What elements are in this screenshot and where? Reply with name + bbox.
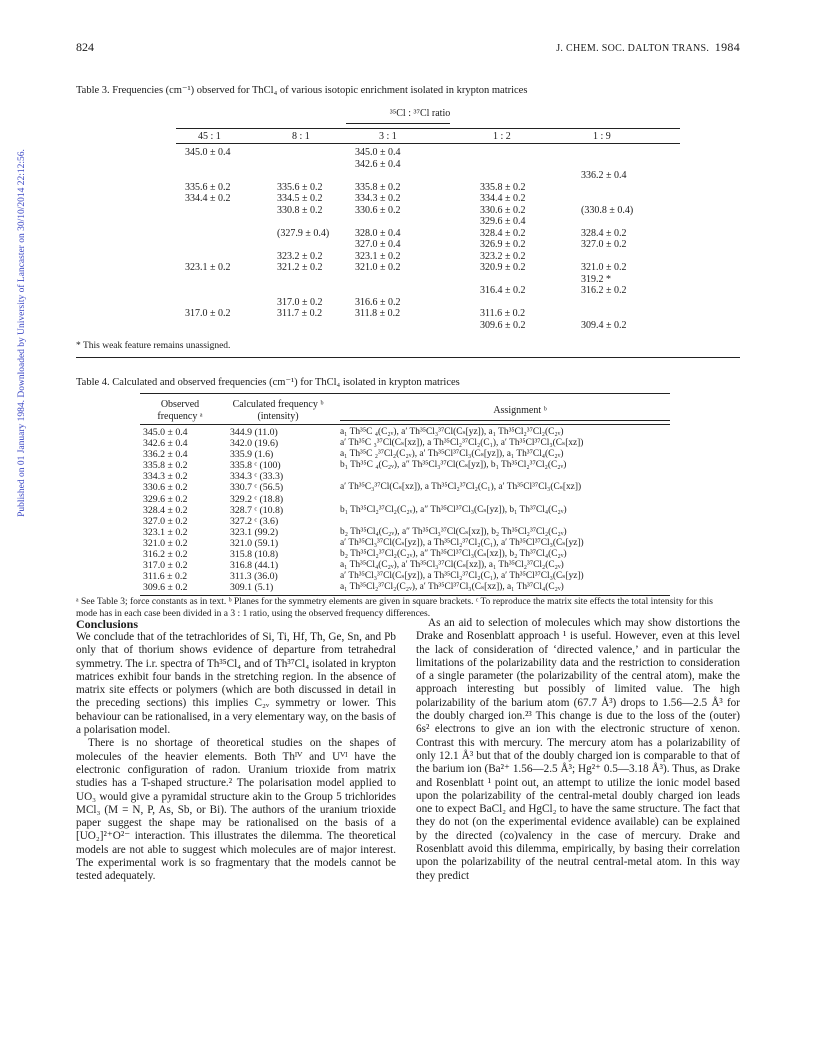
t3-col-header-1: 45 : 1	[198, 131, 221, 142]
conclusions-heading: Conclusions	[76, 617, 139, 631]
table3-top-rule	[176, 128, 680, 129]
t3-col-header-4: 1 : 2	[493, 131, 511, 142]
t3-col-header-2: 8 : 1	[292, 131, 310, 142]
paragraph: As an aid to selection of molecules which may show distortions the Drake and Rosenblatt approach ¹ is useful. However, even at this level the lack of consideration of ‘directed valence,’ and in particular the limitations of the polarizability data and the restriction to consideration of a single parameter (the polarizability of the central atom), make the approach interesting but possibly of limited value. The high polarizability of the barium atom (67.7 Å³) drops to 1.56—2.5 Å³ for the doubly charged ion.²³ This change is due to the loss of the (outer) 6s² electrons to give an ion with the electronic structure of xenon. Contrast this with mercury. The mercury atom has a polarizability of only 12.1 Å³ but that of the doubly charged ion is comparable to that of the barium ion (Ba²⁺ 1.56—2.5 Å³; Hg²⁺ 0.5—3.18 Å³). Thus, as Drake and Rosenblatt ¹ point out, an attempt to utilize the ionic model based upon the polarizability of the central-metal doubly charged ion leads one to expect BaCl₂ and HgCl₂ to have the same structure. The fact that they do not (on the experimental evidence available) can be explained by the directed (co)valency in the case of mercury. Drake and Rosenblatt avoid this dilemma, empirically, by basing their correlation upon the polarizability of the neutral central-metal atom. In this way they predict	[416, 617, 740, 882]
assignment-rule	[340, 420, 670, 421]
t4-header-assignment: Assignment ᵇ	[493, 405, 547, 416]
table3-bottom-rule	[76, 357, 740, 358]
page-number: 824	[76, 40, 94, 54]
left-column	[76, 631, 396, 884]
t4-header-calculated: Calculated frequency ᵇ (intensity)	[232, 399, 324, 422]
t3-column-1-9: 336.2 ± 0.4 (330.8 ± 0.4) 328.4 ± 0.2 327.0 ± 0.2 321.0 ± 0.2 319.2 * 316.2 ± 0.2 309.4 ± 0.2	[581, 170, 634, 331]
table3-footnote: * This weak feature remains unassigned.	[76, 341, 231, 351]
table4-caption: Table 4. Calculated and observed frequencies (cm⁻¹) for ThCl₄ isolated in krypton matrices	[76, 377, 460, 388]
t3-column-3-1: 345.0 ± 0.4 342.6 ± 0.4 335.8 ± 0.2 334.3 ± 0.2 330.6 ± 0.2 328.0 ± 0.4 327.0 ± 0.4 323.1 ± 0.2 321.0 ± 0.2 316.6 ± 0.2 311.8 ± 0.2	[355, 147, 401, 319]
t4-observed-column: 345.0 ± 0.4 342.6 ± 0.4 336.2 ± 0.4 335.8 ± 0.2 334.3 ± 0.2 330.6 ± 0.2 329.6 ± 0.2 328.4 ± 0.2 327.0 ± 0.2 323.1 ± 0.2 321.0 ± 0.2 316.2 ± 0.2 317.0 ± 0.2 311.6 ± 0.2 309.6 ± 0.2	[143, 427, 188, 594]
journal-name: J. CHEM. SOC. DALTON TRANS.	[556, 43, 710, 54]
t3-col-header-3: 3 : 1	[379, 131, 397, 142]
t3-col-header-5: 1 : 9	[593, 131, 611, 142]
table3-caption: Table 3. Frequencies (cm⁻¹) observed for ThCl₄ of various isotopic enrichment isolated in krypton matrices	[76, 85, 528, 96]
t4-header-observed: Observed frequency ᵃ	[157, 399, 203, 422]
paragraph: We conclude that of the tetrachlorides of Si, Ti, Hf, Th, Ge, Sn, and Pb only that of thorium shows evidence of departure from tetrahedral symmetry. The i.r. spectra of Th³⁵Cl₄ and of Th³⁷Cl₄ isolated in krypton matrices exhibit four bands in the stretching region. In the absence of matrix site effects or polymers (which are both discussed in detail in the preceding sections) this implies C₂ᵥ symmetry or lower. This behaviour can be rationalised, in a very elementary way, on the basis of a polarisation model.	[76, 631, 396, 737]
download-watermark: Published on 01 January 1984. Downloaded by University of Lancaster on 30/10/2014 22:12:56.	[17, 149, 27, 517]
right-column	[416, 617, 740, 883]
t3-column-1-2: 335.8 ± 0.2 334.4 ± 0.2 330.6 ± 0.2 329.6 ± 0.4 328.4 ± 0.2 326.9 ± 0.2 323.2 ± 0.2 320.9 ± 0.2 316.4 ± 0.2 311.6 ± 0.2 309.6 ± 0.2	[480, 181, 526, 331]
journal-header	[556, 40, 740, 55]
ratio-rule	[346, 123, 450, 124]
table4-top-rule	[140, 393, 670, 394]
t4-assignment-column: a₁ Th³⁵C ₄(C₂ᵥ), a′ Th³⁵Cl₃³⁷Cl(Cₛ[yz]), a₁ Th³⁵Cl₂³⁷Cl₂(C₂ᵥ) a′ Th³⁵C ₃³⁷Cl(Cₛ[xz]), a Th³⁵Cl₂³⁷Cl₂(C₁), a′ Th³⁵Cl³⁷Cl₃(Cₛ[xz]) a₁ Th³⁵C ₂³⁷Cl₂(C₂ᵥ), a′ Th³⁵Cl³⁷Cl₃(Cₛ[yz]), a₁ Th³⁷Cl₄(C₂ᵥ) b₁ Th³⁵C ₄(C₂ᵥ), a″ Th³⁵Cl₃³⁷Cl(Cₛ[yz]), b₁ Th³⁵Cl₂³⁷Cl₂(C₂ᵥ) a′ Th³⁵C₃³⁷Cl(Cₛ[xz]), a Th³⁵Cl₂³⁷Cl₂(C₁), a′ Th³⁵Cl³⁷Cl₃(Cₛ[xz]) b₁ Th³⁵Cl₂³⁷Cl₂(C₂ᵥ), a″ Th³⁵Cl³⁷Cl₃(Cₛ[yz]), b₁ Th³⁷Cl₄(C₂ᵥ) b₂ Th³⁵Cl₄(C₂ᵥ), a″ Th³⁵Cl₃³⁷Cl(Cₛ[xz]), b₂ Th³⁵Cl₂³⁷Cl₂(C₂ᵥ) a′ Th³⁵Cl₃³⁷Cl(Cₛ[yz]), a Th³⁵Cl₂³⁷Cl₂(C₁), a′ Th³⁵Cl³⁷Cl₃(Cₛ[yz]) b₂ Th³⁵Cl₂³⁷Cl₂(C₂ᵥ), a″ Th³⁵Cl³⁷Cl₃(Cₛ[xz]), b₂ Th³⁷Cl₄(C₂ᵥ) a₁ Th³⁵Cl₄(C₂ᵥ), a′ Th³⁵Cl₃³⁷Cl(Cₛ[xz]), a₁ Th³⁵Cl₂³⁷Cl₂(C₂ᵥ) a′ Th³⁵Cl₃³⁷Cl(Cₛ[yz]), a Th³⁵Cl₂³⁷Cl₂(C₁), a′ Th³⁵Cl³⁷Cl₃(Cₛ[yz]) a₁ Th³⁵Cl₂³⁷Cl₂(C₂ᵥ), a′ Th³⁵Cl³⁷Cl₃(Cₛ[xz]), a₁ Th³⁷Cl₄(C₂ᵥ)	[340, 427, 584, 593]
table4-header-rule	[140, 424, 670, 425]
table4-footnote: ᵃ See Table 3; force constants as in text. ᵇ Planes for the symmetry elements are given in square brackets. ᶜ To reproduce the matrix site effects the total intensity for this mode has in each case been divided in a 3 : 1 ratio, using the observed frequency differences.	[76, 597, 713, 619]
t4-calculated-column: 344.9 (11.0) 342.0 (19.6) 335.9 (1.6) 335.8 ᶜ (100) 334.3 ᶜ (33.3) 330.7 ᶜ (56.5) 329.2 ᶜ (18.8) 328.7 ᶜ (10.8) 327.2 ᶜ (3.6) 323.1 (99.2) 321.0 (59.1) 315.8 (10.8) 316.8 (44.1) 311.3 (36.0) 309.1 (5.1)	[230, 427, 284, 594]
t3-column-8-1: 335.6 ± 0.2 334.5 ± 0.2 330.8 ± 0.2 (327.9 ± 0.4) 323.2 ± 0.2 321.2 ± 0.2 317.0 ± 0.2 311.7 ± 0.2	[277, 181, 330, 319]
table3-ratio-label: ³⁵Cl : ³⁷Cl ratio	[389, 108, 451, 119]
paragraph: There is no shortage of theoretical studies on the shapes of molecules of the heavier elements. Both Thᴵⱽ and Uⱽᴵ have the electronic configuration of radon. Uranium trioxide from matrix studies has a T-shaped structure.² The polarisation model applied to UO₃ would give a pyramidal structure akin to the Group 5 trichlorides MCl₃ (M = N, P, As, Sb, or Bi). The authors of the uranium trioxide paper suggest the shape may be rationalised on the basis of a [UO₂]²⁺O²⁻ interaction. This illustrates the dilemma. The theoretical models are not able to suggest which molecules are of major interest. The experimental work is so fragmentary that the models cannot be tested adequately.	[76, 737, 396, 883]
journal-year: 1984	[714, 40, 740, 54]
table4-bottom-rule	[140, 595, 670, 596]
t3-column-45-1: 345.0 ± 0.4 335.6 ± 0.2 334.4 ± 0.2 323.1 ± 0.2 317.0 ± 0.2	[185, 147, 231, 319]
table3-header-rule	[176, 143, 680, 144]
